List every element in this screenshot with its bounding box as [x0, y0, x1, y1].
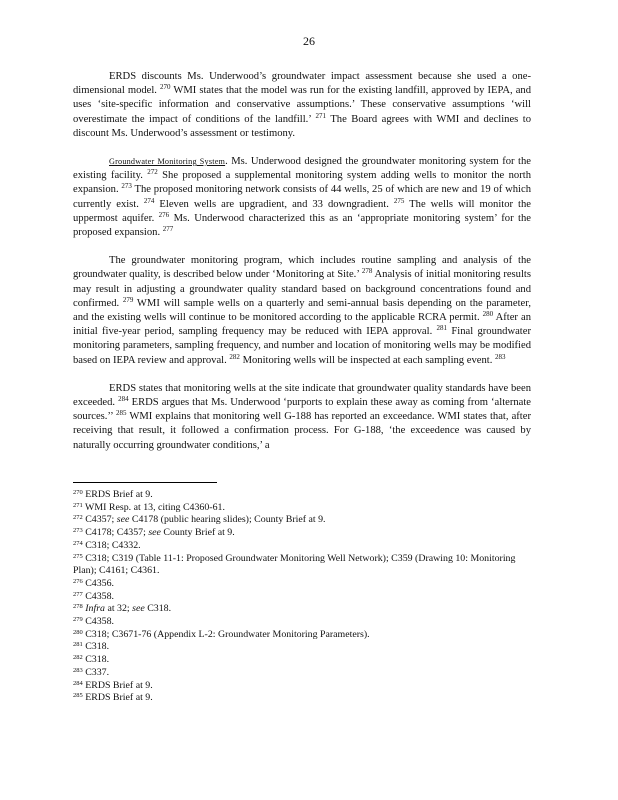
paragraph [73, 155, 531, 240]
footnote-ref: 274 [143, 196, 155, 205]
text-run: C318; C4332. [85, 539, 141, 551]
text-run: WMI Resp. at 13, citing C4360-61. [85, 501, 225, 513]
footnote-number: 282 [73, 654, 83, 662]
footnote [73, 489, 531, 502]
footnote [73, 540, 531, 553]
footnote-ref: 272 [147, 168, 158, 177]
footnote [73, 603, 531, 616]
footnote-number: 284 [73, 679, 83, 687]
footnote-ref: 276 [158, 210, 170, 219]
footnote-number: 274 [73, 539, 83, 547]
footnote-ref: 277 [162, 225, 174, 234]
footnote-number: 278 [73, 603, 83, 611]
text-run: at 32; [104, 603, 133, 615]
text-run: County Brief at 9. [160, 527, 235, 539]
footnote [73, 502, 531, 515]
text-run: C318. [85, 654, 110, 666]
text-run: WMI states that the model was run for the existing landfill, approved by IEPA, and uses ‘site-specific information and conservative assumptions.’ These conservative assumptions ‘will overestimate the impact of conditions of the landfill.’ [73, 85, 531, 125]
footnote-number: 281 [73, 641, 83, 649]
body-text [73, 70, 531, 453]
text-run: Analysis of initial monitoring results may result in adjusting a groundwater quality standard based on background concentrations found and confirmed. [73, 269, 531, 309]
text-run: The wells will monitor the uppermost aquifer. [73, 198, 531, 224]
text-run: After an initial five-year period, sampling frequency may be reduced with IEPA approval. [73, 312, 532, 338]
text-run: ERDS Brief at 9. [85, 489, 153, 500]
text-run: WMI explains that monitoring well G-188 has reported an exceedance. WMI states that, after receiving that result, it followed a confirmation process. For G-188, ‘the exceedence was caused by naturally occurring groundwater conditions,’ a [73, 411, 531, 451]
text-run: The proposed monitoring network consists of 44 wells, 25 of which are new and 19 of which currently exist. [73, 184, 531, 210]
text-run: Eleven wells are upgradient, and 33 downgradient. [154, 198, 394, 210]
text-run: ERDS argues that Ms. Underwood ‘purports to explain these away as coming from ‘alternate sources.’’ [73, 397, 532, 423]
text-run: ERDS Brief at 9. [85, 679, 153, 691]
footnote [73, 616, 531, 629]
footnote-ref: 280 [482, 310, 494, 319]
footnote [73, 641, 531, 654]
footnote-ref: 271 [315, 111, 327, 120]
text-run: C318; C319 (Table 11-1: Proposed Groundwater Monitoring Well Network); C359 (Drawing 10: Monitoring Plan); C4161; C4361. [73, 552, 516, 577]
text-run: ERDS discounts Ms. Underwood’s groundwater impact assessment because she used a one-dimensional model. [73, 71, 531, 97]
footnote-number: 283 [73, 666, 83, 674]
text-run: C318. [144, 603, 172, 615]
text-run: C318; C3671-76 (Appendix L-2: Groundwater Monitoring Parameters). [85, 628, 370, 640]
footnote-ref: 285 [115, 409, 127, 418]
italic-text: see [116, 514, 130, 526]
footnote-number: 279 [73, 616, 83, 624]
footnote-ref: 281 [436, 324, 448, 333]
footnote-ref: 284 [118, 395, 129, 404]
text-run: ERDS states that monitoring wells at the site indicate that groundwater quality standards have been exceeded. [73, 382, 531, 409]
text-run: C4358. [85, 590, 115, 602]
text-run: . Ms. Underwood designed the groundwater monitoring system for the existing facility. [73, 156, 531, 182]
footnote-number: 273 [73, 527, 83, 535]
footnote [73, 514, 531, 527]
text-run: Final groundwater monitoring parameters, sampling frequency, and number and location of monitoring wells may be modified based on IEPA review and approval. [73, 326, 531, 366]
text-run: The Board agrees with WMI and declines to discount Ms. Underwood’s assessment or testimony. [73, 113, 532, 139]
footnote [73, 667, 531, 680]
page-number: 26 [303, 34, 315, 48]
paragraph [73, 70, 531, 141]
footnote-number: 280 [73, 628, 83, 636]
footnote-ref: 275 [393, 196, 405, 205]
text-run: WMI will sample wells on a quarterly and semi-annual basis depending on the parameter, and the existing wells will continue to be monitored according to the applicable RCRA permit. [73, 297, 531, 324]
text-run: C4357; [85, 514, 117, 526]
footnote [73, 692, 531, 705]
text-run: C4358. [85, 616, 115, 628]
text-run: C4178; C4357; [85, 527, 149, 539]
text-run: The groundwater monitoring program, which includes routine sampling and analysis of the groundwater quality, is described below under ‘Monitoring at Site.’ [73, 255, 531, 281]
footnote-ref: 279 [122, 295, 134, 304]
footnote-number: 285 [73, 692, 83, 700]
italic-text: Infra [85, 603, 105, 615]
footnote [73, 680, 531, 693]
footnote-number: 277 [73, 590, 83, 598]
footnote [73, 578, 531, 591]
footnote-number: 275 [73, 552, 83, 560]
footnotes [73, 489, 531, 705]
paragraph [73, 382, 531, 453]
text-run: C337. [85, 666, 110, 678]
text-run: Monitoring wells will be inspected at each sampling event. [239, 354, 495, 366]
footnote-number: 272 [73, 514, 83, 522]
footnote [73, 527, 531, 540]
paragraph [73, 254, 531, 368]
footnote-ref: 283 [495, 352, 506, 361]
footnote [73, 553, 531, 578]
footnote [73, 629, 531, 642]
footnote-number: 271 [73, 501, 83, 509]
text-run: C4356. [85, 577, 115, 589]
italic-text: see [132, 603, 145, 615]
footnote-divider [73, 482, 217, 483]
footnote-number: 270 [73, 489, 83, 496]
footnote-ref: 270 [160, 83, 171, 92]
footnote-number: 276 [73, 577, 83, 585]
section-heading: Groundwater Monitoring System [109, 157, 226, 167]
footnote [73, 591, 531, 604]
text-run: She proposed a supplemental monitoring system adding wells to monitor the north expansion. [73, 170, 531, 196]
footnote-ref: 282 [229, 352, 240, 361]
text-run: Ms. Underwood characterized this as an ‘appropriate monitoring system’ for the proposed expansion. [73, 212, 531, 239]
footnote-ref: 273 [121, 182, 132, 191]
text-run: C318. [85, 641, 110, 653]
italic-text: see [148, 527, 161, 539]
footnote [73, 654, 531, 667]
text-run: ERDS Brief at 9. [85, 692, 153, 704]
text-run: C4178 (public hearing slides); County Brief at 9. [129, 514, 326, 526]
footnote-ref: 278 [361, 267, 373, 276]
